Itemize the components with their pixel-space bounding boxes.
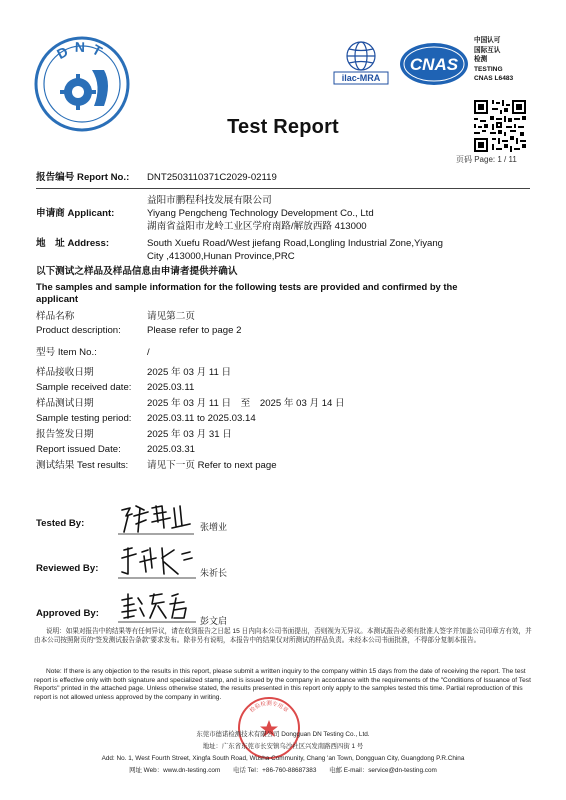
report-no-label: 报告编号 Report No.: xyxy=(36,172,130,183)
company-contact[interactable]: 网址 Web：www.dn-testing.com 电话 Tel：+86-760-88687383 电邮 E-mail：service@dn-testing.com xyxy=(129,767,437,774)
page-number: 页码 Page: 1 / 11 xyxy=(456,155,517,164)
notice-en-line-2: applicant xyxy=(36,294,79,305)
company-stamp xyxy=(236,695,302,761)
address-line-2: City ,413000,Hunan Province,PRC xyxy=(147,251,295,262)
product-label-cn: 样品名称 xyxy=(36,311,75,322)
period-label-cn: 样品测试日期 xyxy=(36,398,94,409)
accreditation-line: 检测 xyxy=(474,56,488,63)
results-label: 测试结果 Test results: xyxy=(36,460,129,471)
svg-text:CNAS: CNAS xyxy=(409,55,459,74)
received-label-cn: 样品接收日期 xyxy=(36,367,94,378)
reviewed-by-signature xyxy=(118,544,196,580)
product-label-en: Product description: xyxy=(36,325,121,336)
product-value-cn: 请见第二页 xyxy=(147,311,195,322)
address-label: 地 址 Address: xyxy=(36,238,110,249)
notice-en-line-1: The samples and sample information for the following tests are provided and confirmed by the xyxy=(36,281,458,292)
ilac-mra-logo xyxy=(330,38,392,88)
divider xyxy=(36,188,530,189)
note-cn: 说明：如果对报告中的结果等有任何异议，请在收到报告之日起 15 日内向本公司书面提出，否则视为无异议。本测试报告必须有批准人签字并加盖公司印章方有效，并由本公司按照附页的“签发测试报告条款”要求发布。除非另有说明，本报告中的结果仅对所测试的样品负责。未经本公司书面批准，不得部分复制本报告。 xyxy=(34,628,532,644)
accreditation-text xyxy=(474,36,513,84)
company-name: 东莞市德诺检测技术有限公司 Dongguan DN Testing Co., Ltd. xyxy=(196,731,370,738)
applicant-name-cn: 益阳市鹏程科技发展有限公司 xyxy=(147,195,272,206)
accreditation-line: TESTING xyxy=(474,65,503,73)
accreditation-line: CNAS L6483 xyxy=(474,75,514,82)
item-value: / xyxy=(147,347,150,358)
approved-by-name: 彭文启 xyxy=(200,616,228,626)
brand-text: DNT xyxy=(54,38,111,63)
period-label-en: Sample testing period: xyxy=(36,413,132,424)
received-label-en: Sample received date: xyxy=(36,382,132,393)
approved-by-signature xyxy=(118,590,196,624)
issued-value-cn: 2025 年 03 月 31 日 xyxy=(147,429,232,440)
issued-label-cn: 报告签发日期 xyxy=(36,429,94,440)
reviewed-by-label: Reviewed By: xyxy=(36,563,99,574)
received-value-en: 2025.03.11 xyxy=(147,382,195,393)
approved-by-label: Approved By: xyxy=(36,608,99,619)
company-address-en: Add: No. 1, West Fourth Street, Xingfa South Road, Wusha Community, Chang 'an Town, Dongguan City, Guangdong P.R.China xyxy=(101,755,465,762)
report-title: Test Report xyxy=(227,116,339,138)
product-value-en: Please refer to page 2 xyxy=(147,325,242,336)
item-label: 型号 Item No.: xyxy=(36,347,97,358)
accreditation-line: 中国认可 xyxy=(474,37,501,44)
applicant-address-cn: 湖南省益阳市龙岭工业区学府南路/解放西路 413000 xyxy=(147,221,367,232)
accreditation-line: 国际互认 xyxy=(474,46,501,54)
company-address-cn: 地址：广东省东莞市长安镇乌沙社区兴发南路西四街 1 号 xyxy=(202,743,364,750)
issued-label-en: Report issued Date: xyxy=(36,444,121,455)
period-value-en: 2025.03.11 to 2025.03.14 xyxy=(147,413,256,424)
svg-text:ilac-MRA: ilac-MRA xyxy=(341,73,381,83)
tested-by-label: Tested By: xyxy=(36,518,85,529)
received-value-cn: 2025 年 03 月 11 日 xyxy=(147,367,232,378)
results-value: 请见下一页 Refer to next page xyxy=(147,460,277,471)
notice-cn: 以下测试之样品及样品信息由申请者提供并确认 xyxy=(36,266,238,277)
cnas-logo xyxy=(398,40,470,88)
tested-by-name: 张增业 xyxy=(200,522,228,532)
stamp-text: 检验检测专用章 xyxy=(249,701,289,715)
tested-by-signature xyxy=(118,502,194,536)
applicant-label: 申请商 Applicant: xyxy=(36,208,115,219)
issued-value-en: 2025.03.31 xyxy=(147,444,196,455)
note-en: Note: If there is any objection to the results in this report, please submit a written inquiry to the company within 15 days from the date of receiving the report. The test report is effective only with both signature and specialized stamp, and is issued by the company in accordance with the requirements of the "Conditions of Issuance of Test Reports" printed in the attached page. Unless otherwise stated, the results presented in this report only apply to the samples tested this time. Partial reproduction of this report is not allowed unless approved by the company in writing. xyxy=(34,668,531,701)
reviewed-by-name: 朱祈长 xyxy=(200,568,228,578)
report-no-value: DNT2503110371C2029-02119 xyxy=(147,172,277,183)
period-value-cn: 2025 年 03 月 11 日 至 2025 年 03 月 14 日 xyxy=(147,398,345,409)
applicant-name-en: Yiyang Pengcheng Technology Development Co., Ltd xyxy=(147,208,374,219)
address-line-1: South Xuefu Road/West jiefang Road,Longling Industrial Zone,Yiyang xyxy=(147,238,444,249)
